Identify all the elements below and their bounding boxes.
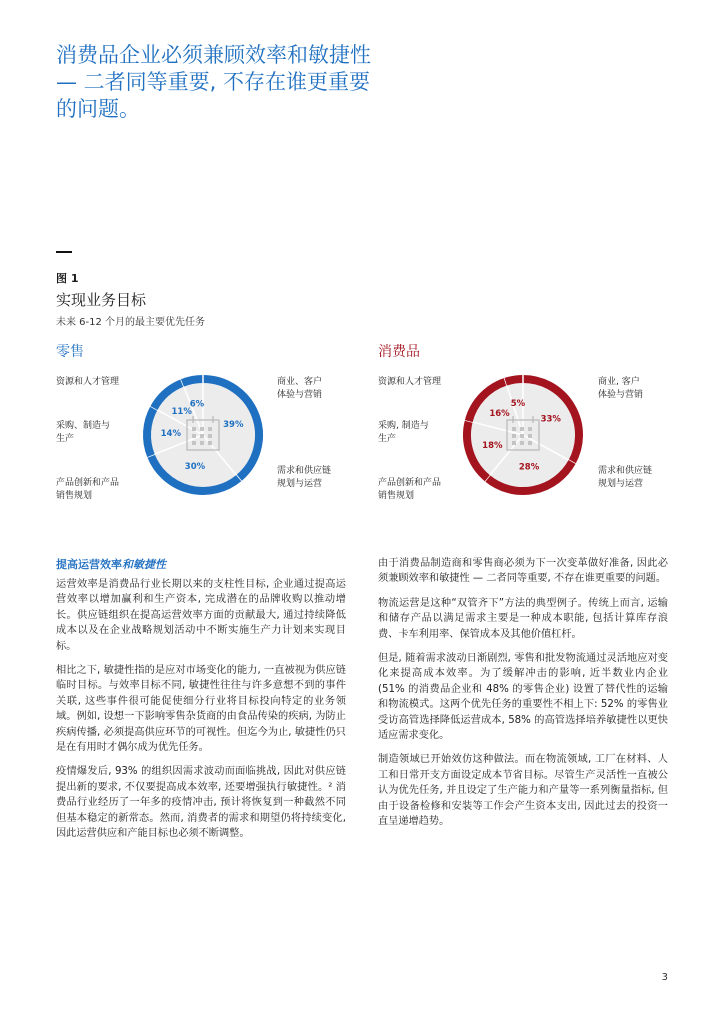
figure-title: 实现业务目标 [56, 291, 147, 309]
panel-title-consumer-goods: 消费品 [378, 344, 420, 360]
cg-label-commerce: 商业, 客户 体验与营销 [598, 377, 644, 400]
retail-donut-chart [138, 370, 268, 500]
cg-label-talent: 资源和人才管理 [378, 377, 442, 387]
figure-label: 图 1 [56, 272, 79, 285]
paragraph: 但是, 随着需求波动日渐剧烈, 零售和批发物流通过灵活地应对变化来提高成本效率。为了缓解冲击的影响, 近半数业内企业 (51% 的消费品企业和 48% 的零售企业) 设置了替代性的运输和物流模式。这两个优先任务的重要性不相上下: 52% 的零售业受访高管选择降低运营成本, 58% 的高管选择培养敏捷性以更快适应需求变化。 [378, 653, 668, 742]
donut-value-label: 33% [540, 414, 561, 425]
donut-slice [506, 379, 523, 382]
figure-subtitle: 未来 6-12 个月的最主要优先任务 [56, 317, 206, 328]
retail-label-sourcing: 采购、制造与 生产 [56, 421, 111, 444]
page-number: 3 [661, 972, 668, 983]
paragraph: 制造领域已开始效仿这种做法。而在物流领域, 工厂在材料、人工和日常开支方面设定成本节省目标。尽管生产灵活性一直被公认为优先任务, 并且设定了生产能力和产量等一系列衡量指标, 但由于设备检修和安装等工作会产生资本支出, 因此过去的投资一直呈递增趋势。 [378, 754, 668, 828]
cg-label-sourcing: 采购, 制造与 生产 [378, 421, 429, 444]
donut-value-label: 39% [223, 420, 244, 431]
paragraph: 疫情爆发后, 93% 的组织因需求波动而面临挑战, 因此对供应链提出新的要求, 不仅要提高成本效率, 还要增强执行敏捷性。² 消费品行业经历了一年多的疫情冲击, 预计将恢复到一种截然不同但基本稳定的新常态。然而, 消费者的需求和期望仍将持续变化, 因此运营供应和产能目标也必须不断调整。 [56, 766, 346, 840]
retail-label-commerce: 商业、客户 体验与营销 [277, 377, 323, 400]
retail-label-innovation: 产品创新和产品 销售规划 [56, 478, 120, 501]
donut-value-label: 14% [160, 428, 182, 439]
section-divider [56, 251, 72, 253]
paragraph: 相比之下, 敏捷性指的是应对市场变化的能力, 一直被视为供应链临时目标。与效率目标不同, 敏捷性往往与许多意想不到的事件关联, 这些事件很可能促使细分行业将目标投向特定的业务领域。例如, 设想一下影响零售杂货商的由食品传染的疾病, 为防止疾病传播, 必须提高供应环节的可视性。但迄今为止, 敏捷性仍只是在有用时才偶尔成为优先任务。 [56, 665, 346, 754]
donut-value-label: 28% [518, 462, 540, 473]
panel-title-retail: 零售 [56, 344, 84, 360]
consumer-goods-donut-chart [458, 370, 588, 500]
section-heading: 提高运营效率和敏捷性 [56, 558, 166, 571]
cg-label-supply-chain: 需求和供应链 规划与运营 [598, 466, 653, 489]
donut-value-label: 30% [184, 462, 206, 473]
donut-value-label: 6% [189, 399, 205, 410]
page-headline: 消费品企业必须兼顾效率和敏捷性 — 二者同等重要, 不存在谁更重要的问题。 [56, 43, 371, 121]
paragraph: 运营效率是消费品行业长期以来的支柱性目标, 企业通过提高运营效率以增加赢利和生产资本, 完成潜在的品牌收购以推动增长。供应链组织在提高运营效率方面的贡献最大, 通过持续降低成本以及在企业战略规划活动中不断实施生产力计划来实现目标。 [56, 579, 346, 652]
retail-label-supply-chain: 需求和供应链 规划与运营 [277, 466, 332, 489]
left-text-column [56, 577, 346, 851]
cg-label-innovation: 产品创新和产品 销售规划 [378, 478, 442, 501]
right-text-column [378, 556, 668, 839]
donut-value-label: 11% [171, 406, 192, 417]
paragraph: 物流运营是这种“双管齐下”方法的典型例子。传统上而言, 运输和储存产品以满足需求主要是一种成本职能, 包括计算库存浪费、卡车利用率、保管成本及其他价值杠杆。 [378, 597, 668, 640]
donut-value-label: 5% [510, 399, 526, 410]
paragraph: 由于消费品制造商和零售商必须为下一次变革做好准备, 因此必须兼顾效率和敏捷性 — 二者同等重要, 不存在谁更重要的问题。 [378, 558, 668, 585]
donut-slice [182, 379, 203, 383]
donut-value-label: 18% [482, 440, 503, 451]
retail-label-talent: 资源和人才管理 [56, 377, 120, 387]
donut-value-label: 16% [489, 408, 510, 419]
